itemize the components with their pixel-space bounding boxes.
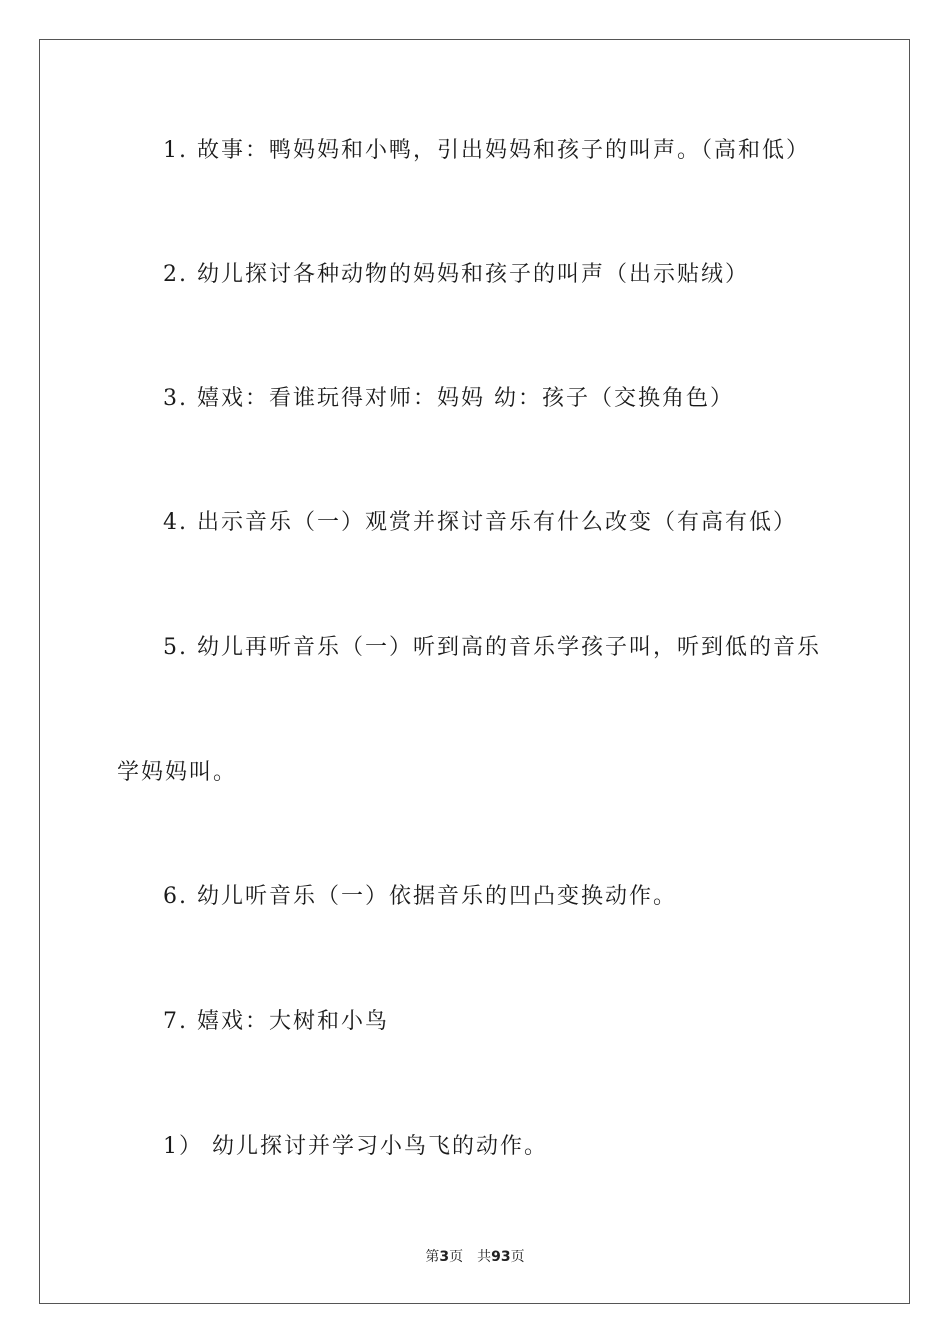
- paragraph-1: 1. 故事：鸭妈妈和小鸭，引出妈妈和孩子的叫声。（高和低）: [163, 138, 810, 163]
- paragraph-5: 5. 幼儿再听音乐（一）听到高的音乐学孩子叫，听到低的音乐: [163, 635, 821, 660]
- paragraph-6: 6. 幼儿听音乐（一）依据音乐的凹凸变换动作。: [163, 884, 677, 909]
- footer-page-current: 3: [439, 1249, 450, 1265]
- sub-item-1: 1） 幼儿探讨并学习小鸟飞的动作。: [163, 1134, 548, 1159]
- page-footer: [0, 1248, 950, 1266]
- footer-page-total: 93: [491, 1249, 511, 1265]
- paragraph-5-continuation: 学妈妈叫。: [117, 760, 238, 785]
- footer-total-suffix: 页: [510, 1249, 525, 1265]
- paragraph-3: 3. 嬉戏：看谁玩得对师：妈妈 幼：孩子（交换角色）: [163, 386, 734, 411]
- paragraph-7: 7. 嬉戏：大树和小鸟: [163, 1009, 389, 1034]
- footer-page-prefix: 第: [425, 1249, 440, 1265]
- footer-page-suffix: 页: [449, 1249, 464, 1265]
- footer-total-prefix: 共: [477, 1249, 492, 1265]
- page-frame: [39, 39, 910, 1304]
- paragraph-2: 2. 幼儿探讨各种动物的妈妈和孩子的叫声（出示贴绒）: [163, 262, 749, 287]
- paragraph-4: 4. 出示音乐（一）观赏并探讨音乐有什么改变（有高有低）: [163, 510, 797, 535]
